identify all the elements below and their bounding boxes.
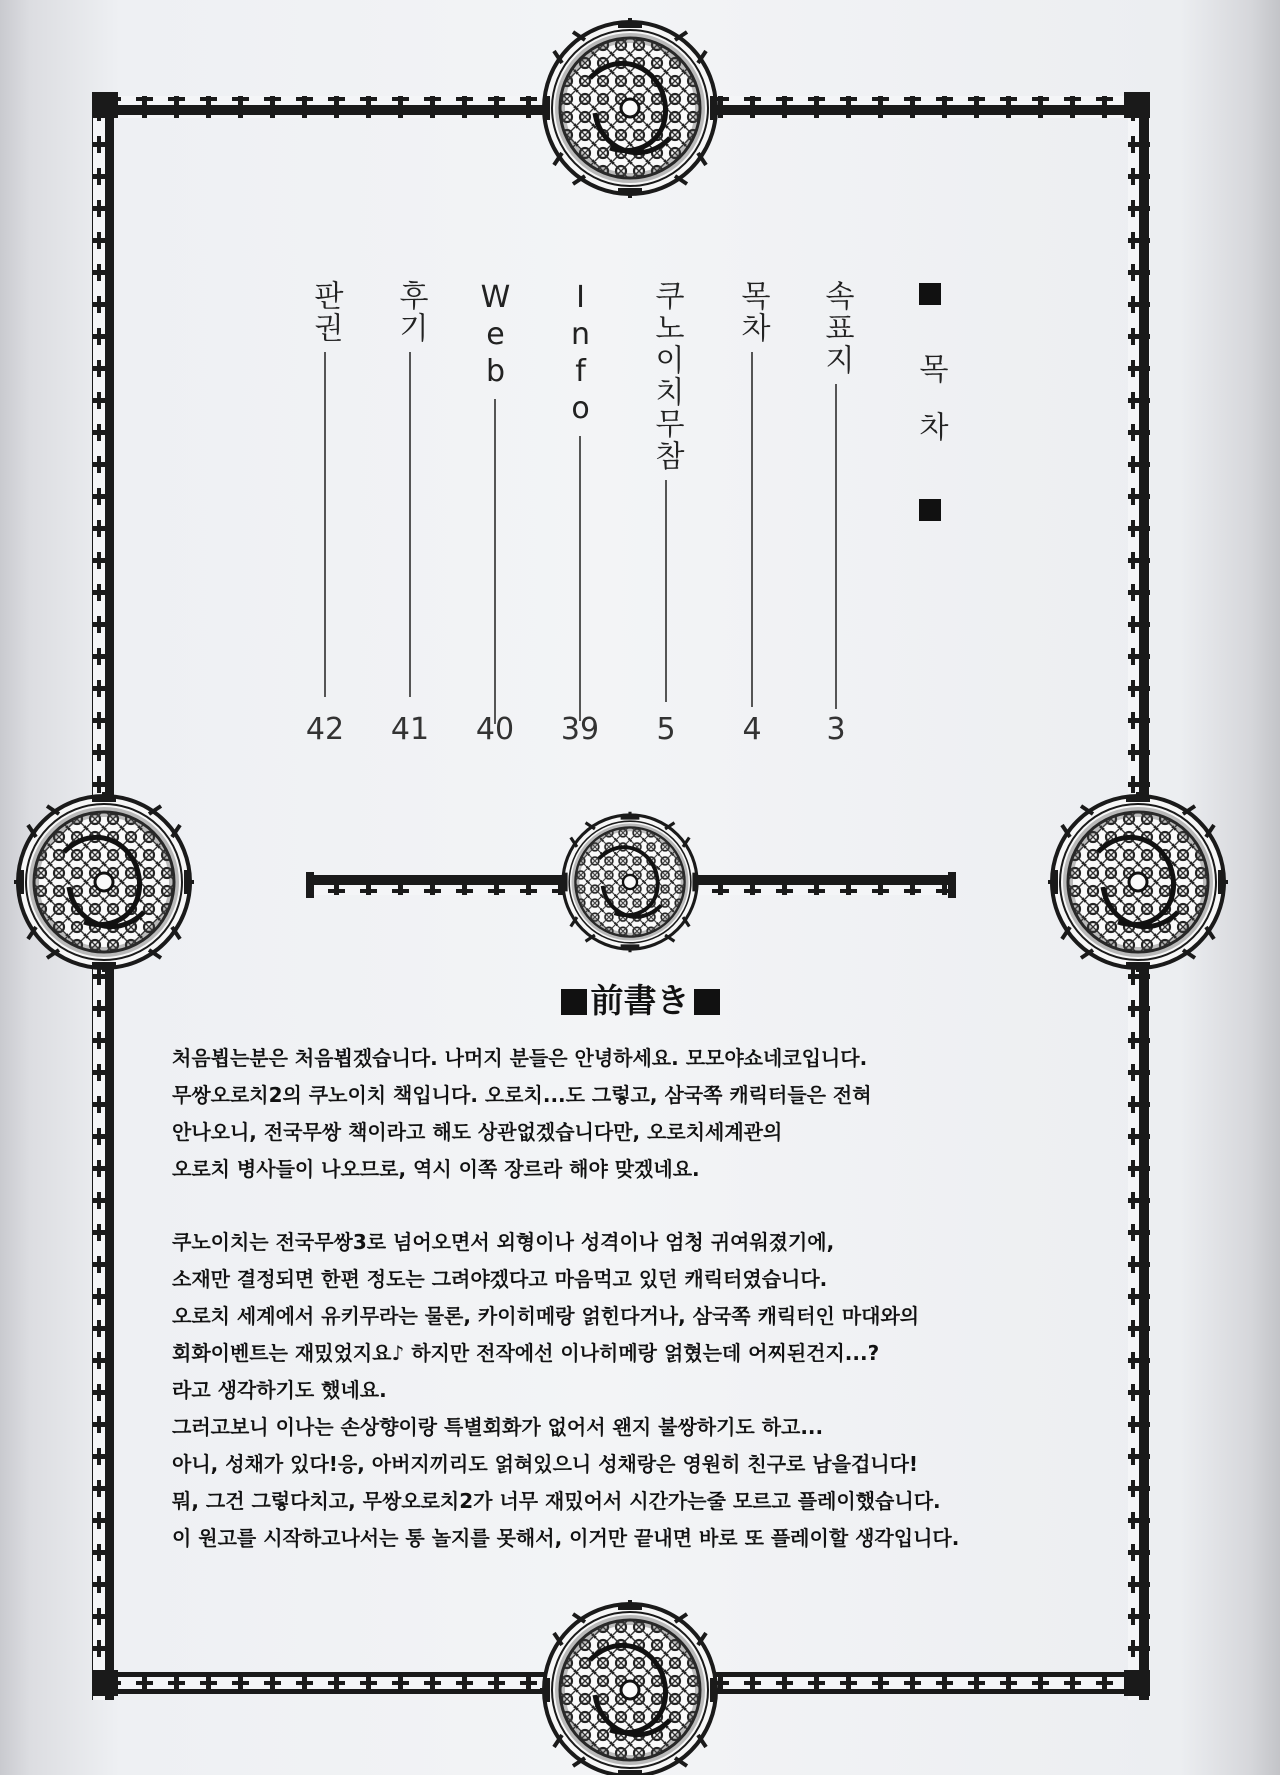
black-square-icon: [919, 499, 941, 521]
foreword-line: 그러고보니 이나는 손상향이랑 특별회화가 없어서 왠지 불쌍하기도 하고...: [172, 1415, 824, 1439]
foreword-line: 소재만 결정되면 한편 정도는 그려야겠다고 마음먹고 있던 캐릭터였습니다.: [172, 1267, 828, 1291]
black-square-icon: [694, 989, 720, 1015]
toc-entry[interactable]: [806, 280, 866, 709]
toc-entry[interactable]: [295, 280, 355, 697]
toc-entry-label: 목차: [735, 280, 770, 344]
toc-entry-label: 후기: [393, 280, 428, 344]
toc-leader-line: [835, 384, 837, 709]
foreword-line: 쿠노이치는 전국무쌍3로 넘어오면서 외형이나 성격이나 엄청 귀여워졌기에,: [172, 1230, 835, 1254]
toc-entry-label: 판권: [308, 280, 343, 344]
toc-leader-line: [665, 480, 667, 702]
toc-leader-line: [579, 436, 581, 721]
toc-leader-line: [751, 352, 753, 707]
toc-entry[interactable]: [465, 280, 525, 724]
toc-page-number: 5: [656, 712, 676, 747]
toc-heading: [905, 283, 955, 521]
foreword-line: 안나오니, 전국무쌍 책이라고 해도 상관없겠습니다만, 오로치세계관의: [172, 1120, 783, 1144]
toc-entry[interactable]: [636, 280, 696, 702]
foreword-line: 뭐, 그건 그렇다치고, 무쌍오로치2가 너무 재밌어서 시간가는줄 모르고 플레이했습니다.: [172, 1489, 941, 1513]
toc-page-number: 39: [560, 712, 600, 747]
foreword-body: [172, 1040, 1132, 1557]
foreword-line: 처음뵙는분은 처음뵙겠습니다. 나머지 분들은 안녕하세요. 모모야쇼네코입니다.: [172, 1046, 868, 1070]
foreword-line: 아니, 성채가 있다!응, 아버지끼리도 얽혀있으니 성채랑은 영원히 친구로 남을겁니다!: [172, 1452, 919, 1476]
foreword-line: 오로치 병사들이 나오므로, 역시 이쪽 장르라 해야 맞겠네요.: [172, 1157, 700, 1181]
toc-leader-line: [409, 352, 411, 697]
toc-entry-label: Info: [563, 280, 598, 428]
toc-leader-line: [324, 352, 326, 697]
toc-page-number: 3: [826, 712, 846, 747]
toc-heading-text: 목차: [913, 353, 948, 469]
black-square-icon: [561, 989, 587, 1015]
toc-entry-label: Web: [478, 280, 513, 391]
foreword-title-text: 前書き: [590, 981, 690, 1020]
toc-page-number: 41: [390, 712, 430, 747]
foreword-line: 이 원고를 시작하고나서는 통 놀지를 못해서, 이거만 끝내면 바로 또 플레이할 생각입니다.: [172, 1526, 960, 1550]
foreword-line: 회화이벤트는 재밌었지요♪ 하지만 전작에선 이나히메랑 얽혔는데 어찌된건지...?: [172, 1341, 880, 1365]
black-square-icon: [919, 283, 941, 305]
table-of-contents: [0, 0, 1280, 800]
foreword-line: 무쌍오로치2의 쿠노이치 책입니다. 오로치...도 그렇고, 삼국쪽 캐릭터들은 전혀: [172, 1083, 872, 1107]
toc-entry[interactable]: [380, 280, 440, 697]
foreword-title: [0, 975, 1280, 1022]
toc-entry[interactable]: [550, 280, 610, 721]
toc-leader-line: [494, 399, 496, 724]
foreword-line: 오로치 세계에서 유키무라는 물론, 카이히메랑 얽힌다거나, 삼국쪽 캐릭터인 마대와의: [172, 1304, 920, 1328]
toc-page-number: 4: [742, 712, 762, 747]
toc-page-number: 42: [305, 712, 345, 747]
foreword-line: 라고 생각하기도 했네요.: [172, 1378, 387, 1402]
toc-page-number: 40: [475, 712, 515, 747]
toc-entry-label: 쿠노이치무참: [649, 280, 684, 472]
toc-entry-label: 속표지: [819, 280, 854, 376]
toc-entry[interactable]: [722, 280, 782, 707]
